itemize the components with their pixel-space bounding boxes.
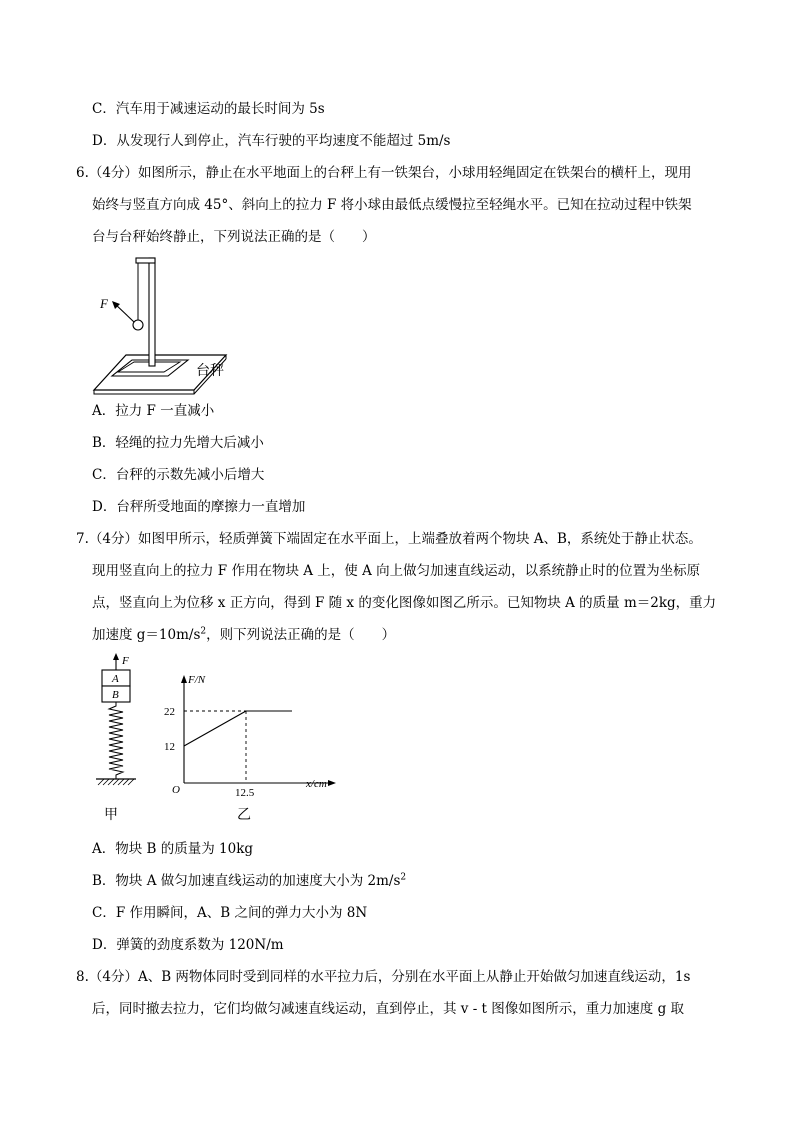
q7-force-arrow-head: [113, 653, 119, 660]
q6-stem-line1: 6.（4分）如图所示，静止在水平地面上的台秤上有一铁架台，小球用轻绳固定在铁架台的横杆上，现用: [76, 165, 692, 181]
q5-option-c: C．汽车用于减速运动的最长时间为 5s: [92, 101, 325, 117]
q7-figure-a-caption: 甲: [104, 807, 118, 823]
q6-stem-line2: 始终与竖直方向成 45°、斜向上的拉力 F 将小球由最低点缓慢拉至轻绳水平。已知在拉动过程中铁架: [92, 197, 692, 213]
x-tick-12-5: 12.5: [235, 787, 255, 799]
q6-option-d: D．台秤所受地面的摩擦力一直增加: [92, 499, 306, 515]
y-axis-arrow: [181, 675, 187, 683]
q7-option-d: D．弹簧的劲度系数为 120N/m: [92, 937, 284, 953]
y-tick-12: 12: [164, 741, 175, 753]
q7-option-b: B．物块 A 做匀加速直线运动的加速度大小为 $2m/s^2$: [92, 872, 407, 889]
x-axis-label: x/cm: [306, 778, 327, 790]
scale-label: 台秤: [196, 363, 224, 379]
q8-stem-line2: 后，同时撤去拉力，它们均做匀减速直线运动，直到停止，其 v - t 图像如图所示，重力加速度 g 取: [92, 1001, 685, 1017]
block-b-label: B: [112, 689, 119, 701]
q7-option-c: C．F 作用瞬间，A、B 之间的弹力大小为 8N: [92, 905, 368, 921]
stand-crossbar: [136, 258, 155, 263]
q7-figure-b-caption: 乙: [237, 807, 251, 823]
origin-label: O: [172, 784, 180, 796]
q7-stem-line1: 7.（4分）如图甲所示，轻质弹簧下端固定在水平面上，上端叠放着两个物块 A、B，系统处于静止状态。: [76, 531, 702, 547]
q7-stem-line3: 点，竖直向上为位移 x 正方向，得到 F 随 x 的变化图像如图乙所示。已知物块 A 的质量 m＝2kg，重力: [92, 595, 717, 611]
q7-option-a: A．物块 B 的质量为 10kg: [92, 841, 254, 857]
q7-force-label: F: [122, 655, 129, 667]
stand-rod: [149, 258, 155, 366]
ground-hatch: [98, 779, 134, 785]
q6-option-c: C．台秤的示数先减小后增大: [92, 467, 265, 483]
q6-option-b: B．轻绳的拉力先增大后减小: [92, 435, 264, 451]
data-line-rising: [184, 711, 246, 746]
y-tick-22: 22: [164, 706, 175, 718]
ball: [133, 320, 143, 330]
x-axis-arrow: [328, 780, 336, 786]
q7-stem-line2: 现用竖直向上的拉力 F 作用在物块 A 上，使 A 向上做匀加速直线运动，以系统静止时的位置为坐标原: [92, 563, 701, 579]
block-a-label: A: [112, 673, 119, 685]
spring: [109, 702, 123, 779]
q7-figure-a: [94, 652, 144, 800]
q6-stem-line3: 台与台秤始终静止，下列说法正确的是（ ）: [92, 229, 376, 245]
q7-figure-b: [160, 665, 350, 800]
y-axis-label: F/N: [188, 674, 206, 686]
q8-stem-line1: 8.（4分）A、B 两物体同时受到同样的水平拉力后，分别在水平面上从静止开始做匀加速直线运动，1s: [76, 969, 691, 985]
q6-option-a: A．拉力 F 一直减小: [92, 403, 215, 419]
q7-stem-line4: 加速度 $g=10m/s^2$，则下列说法正确的是（ ）: [92, 626, 396, 643]
q5-option-d: D．从发现行人到停止，汽车行驶的平均速度不能超过 5m/s: [92, 133, 451, 149]
force-label: F: [100, 296, 108, 311]
